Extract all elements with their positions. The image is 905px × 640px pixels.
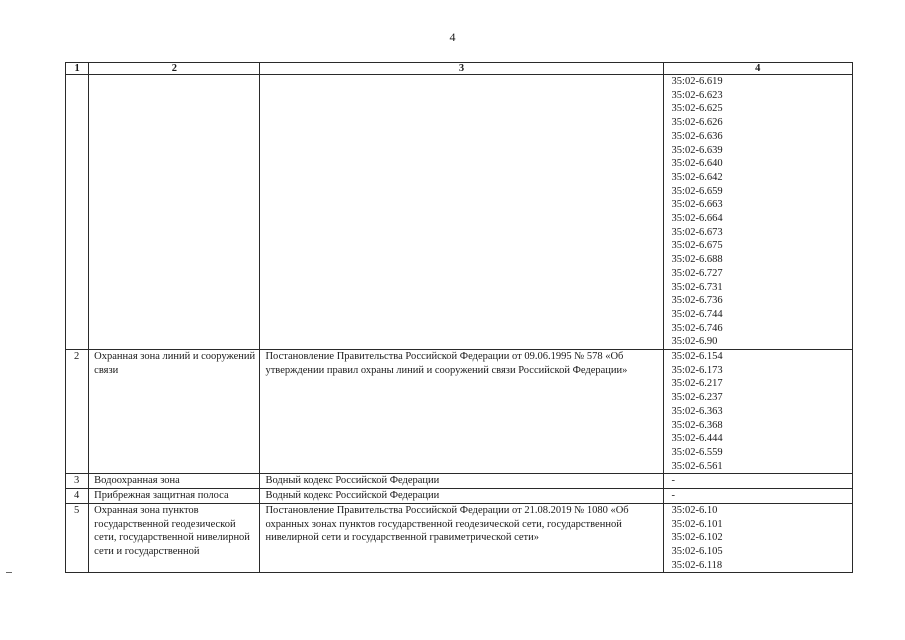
registry-code: 35:02-6.559 xyxy=(671,446,723,458)
registry-code: 35:02-6.102 xyxy=(671,532,723,544)
header-col-2: 2 xyxy=(89,63,260,75)
table-row xyxy=(66,350,853,474)
registry-codes xyxy=(663,350,852,474)
zone-name: Охранная зона линий и сооружений связи xyxy=(89,350,260,474)
registry-code: 35:02-6.642 xyxy=(671,171,723,183)
registry-code: 35:02-6.727 xyxy=(671,267,723,279)
registry-code: 35:02-6.118 xyxy=(671,559,723,571)
legal-document: Водный кодекс Российской Федерации xyxy=(260,489,663,504)
registry-code: 35:02-6.619 xyxy=(671,76,723,87)
registry-codes xyxy=(663,503,852,573)
table-row xyxy=(66,474,853,489)
registry-codes xyxy=(663,75,852,350)
header-col-3: 3 xyxy=(260,63,663,75)
registry-code: 35:02-6.673 xyxy=(671,226,723,238)
registry-codes xyxy=(663,489,852,504)
registry-code: 35:02-6.105 xyxy=(671,545,723,557)
registry-code: 35:02-6.623 xyxy=(671,89,723,101)
registry-code: 35:02-6.636 xyxy=(671,130,723,142)
registry-code: 35:02-6.746 xyxy=(671,322,723,334)
header-col-4: 4 xyxy=(663,63,852,75)
row-number: 3 xyxy=(66,474,89,489)
registry-code: 35:02-6.675 xyxy=(671,240,723,252)
legal-document: Постановление Правительства Российской Федерации от 21.08.2019 № 1080 «Об охранных зонах пунктов государственной геодезической сети, государственной нивелирной сети и государственной гравиметрической сети» xyxy=(260,503,663,573)
legal-document: Постановление Правительства Российской Федерации от 09.06.1995 № 578 «Об утверждении правил охраны линий и сооружений связи Российской Федерации» xyxy=(260,350,663,474)
registry-code: 35:02-6.744 xyxy=(671,308,723,320)
registry-code: 35:02-6.368 xyxy=(671,419,723,431)
table-row xyxy=(66,503,853,573)
row-number xyxy=(66,75,89,350)
registry-code: 35:02-6.363 xyxy=(671,405,723,417)
registry-code: - xyxy=(671,490,676,502)
registry-code: 35:02-6.625 xyxy=(671,103,723,115)
registry-code: 35:02-6.217 xyxy=(671,378,723,390)
zone-name: Охранная зона пунктов государственной геодезической сети, государственной нивелирной сети и государственной xyxy=(89,503,260,573)
registry-code: 35:02-6.639 xyxy=(671,144,723,156)
registry-code: 35:02-6.10 xyxy=(671,504,718,516)
registry-code: 35:02-6.561 xyxy=(671,460,723,472)
header-col-1: 1 xyxy=(66,63,89,75)
registry-codes xyxy=(663,474,852,489)
registry-code: 35:02-6.659 xyxy=(671,185,723,197)
zone-name: Водоохранная зона xyxy=(89,474,260,489)
registry-code: 35:02-6.237 xyxy=(671,392,723,404)
page-number: 4 xyxy=(449,30,456,44)
zone-name xyxy=(89,75,260,350)
registry-code: 35:02-6.664 xyxy=(671,213,723,225)
zones-table xyxy=(65,62,853,573)
registry-code: 35:02-6.731 xyxy=(671,281,723,293)
registry-code: 35:02-6.154 xyxy=(671,351,723,363)
registry-code: 35:02-6.90 xyxy=(671,336,718,348)
header-row xyxy=(66,63,853,75)
registry-code: 35:02-6.640 xyxy=(671,158,723,170)
margin-mark xyxy=(6,572,12,573)
registry-code: 35:02-6.663 xyxy=(671,199,723,211)
registry-code: 35:02-6.173 xyxy=(671,364,723,376)
registry-code: 35:02-6.736 xyxy=(671,295,723,307)
row-number: 5 xyxy=(66,503,89,573)
table-row xyxy=(66,75,853,350)
legal-document xyxy=(260,75,663,350)
row-number: 2 xyxy=(66,350,89,474)
registry-code: 35:02-6.688 xyxy=(671,254,723,266)
zone-name: Прибрежная защитная полоса xyxy=(89,489,260,504)
registry-code: 35:02-6.101 xyxy=(671,518,723,530)
registry-code: 35:02-6.444 xyxy=(671,433,723,445)
legal-document: Водный кодекс Российской Федерации xyxy=(260,474,663,489)
registry-code: 35:02-6.626 xyxy=(671,117,723,129)
table-row xyxy=(66,489,853,504)
registry-code: - xyxy=(671,475,676,487)
row-number: 4 xyxy=(66,489,89,504)
